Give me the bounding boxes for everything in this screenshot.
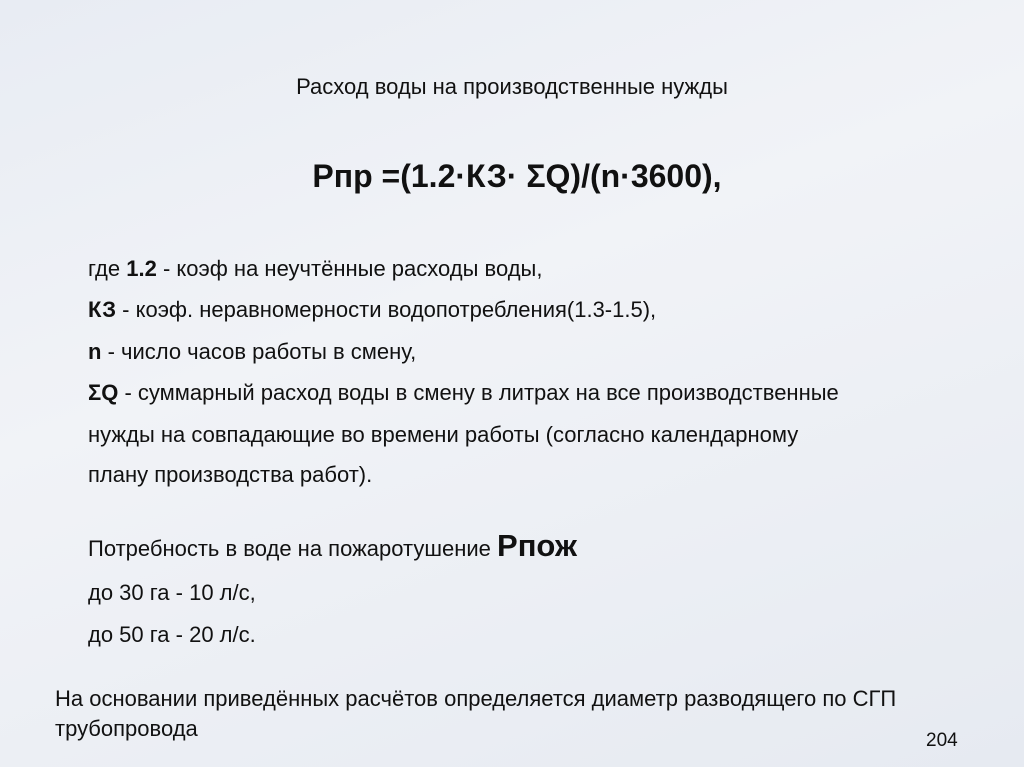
definition-coef-1-2 — [88, 256, 542, 282]
fire-demand-heading — [88, 528, 577, 564]
definition-prefix: где — [88, 256, 127, 281]
fire-demand-row: до 50 га - 20 л/с. — [88, 622, 256, 647]
definition-symbol: КЗ — [88, 297, 117, 322]
fire-demand-row: до 30 га - 10 л/с, — [88, 580, 256, 605]
conclusion: На основании приведённых расчётов определяется диаметр разводящего по СГП трубопровода — [55, 686, 897, 741]
definition-n — [88, 339, 416, 365]
definition-symbol: ΣQ — [88, 380, 119, 405]
definition-symbol: 1.2 — [126, 256, 157, 281]
formula: Рпр =(1.2·КЗ· ΣQ)/(n·3600), — [312, 158, 722, 194]
definition-text: - суммарный расход воды в смену в литрах на все производственные — [118, 380, 839, 405]
definition-sum-q — [88, 380, 839, 406]
definition-symbol: n — [88, 339, 102, 364]
definition-text: - коэф на неучтённые расходы воды, — [156, 256, 543, 281]
definition-text: - коэф. неравномерности водопотребления(1.3-1.5), — [116, 297, 657, 322]
definition-text: - число часов работы в смену, — [101, 339, 417, 364]
definition-kz — [88, 297, 656, 323]
definition-continuation: нужды на совпадающие во времени работы (согласно календарному — [88, 422, 799, 447]
page-number: 204 — [926, 730, 958, 751]
fire-demand-symbol: Рпож — [497, 528, 577, 563]
fire-demand-label: Потребность в воде на пожаротушение — [88, 536, 498, 561]
slide-title: Расход воды на производственные нужды — [296, 74, 728, 99]
definition-continuation: плану производства работ). — [88, 462, 373, 487]
